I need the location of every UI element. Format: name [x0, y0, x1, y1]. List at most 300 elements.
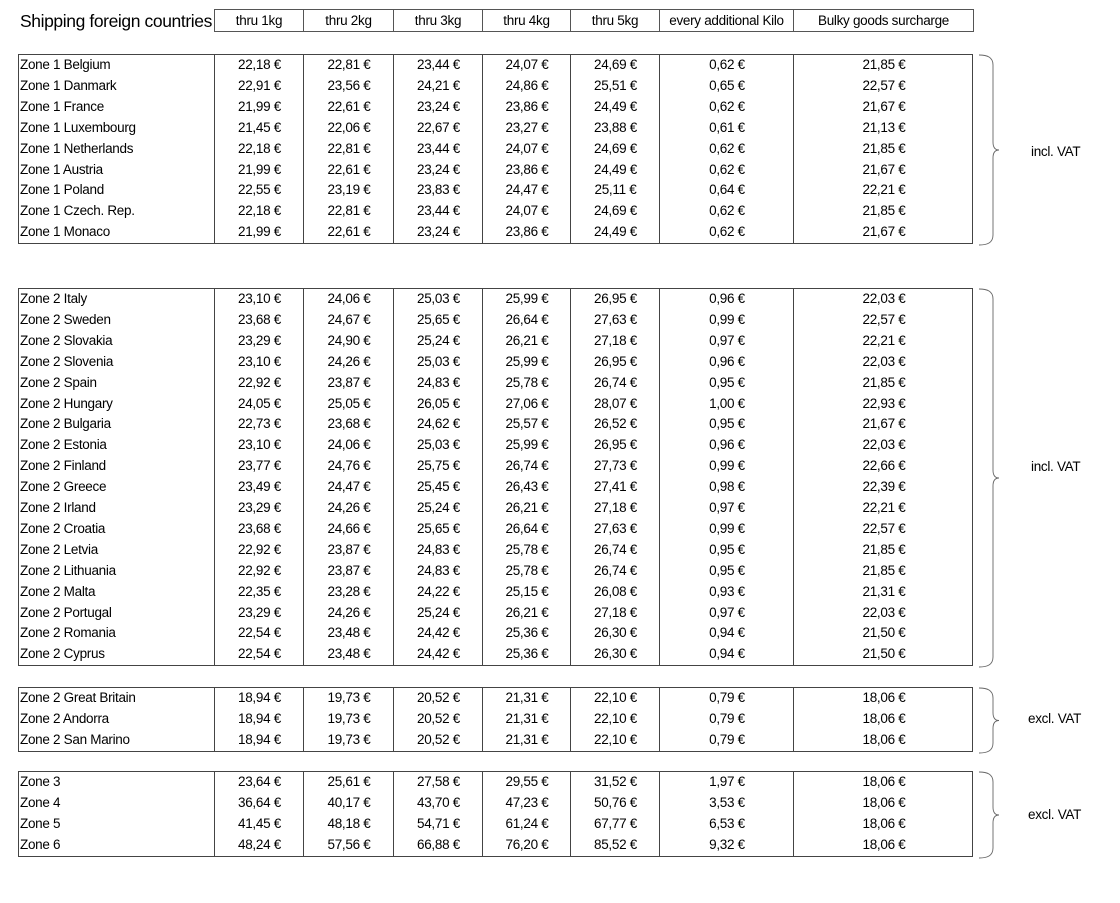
table-row: [19, 201, 972, 222]
price-cell: 21,50 €: [862, 625, 906, 641]
table-row: [19, 55, 972, 76]
table-row: [19, 540, 972, 561]
price-cell: 24,06 €: [327, 291, 371, 306]
price-cell: 22,18 €: [238, 57, 281, 72]
price-cell: 76,20 €: [505, 836, 549, 852]
price-cell: 24,05 €: [238, 395, 281, 411]
price-cell: 23,64 €: [238, 774, 281, 789]
price-cell: 22,54 €: [238, 646, 281, 662]
price-cell: 43,70 €: [417, 794, 460, 810]
price-cell: 24,83 €: [417, 374, 460, 390]
price-cell: 22,18 €: [238, 140, 281, 156]
price-cell: 25,78 €: [505, 374, 549, 390]
zone-table: [18, 771, 973, 857]
zone-name: Zone 1 Belgium: [20, 57, 111, 72]
price-cell: 27,41 €: [594, 479, 637, 495]
price-cell: 22,39 €: [862, 479, 906, 495]
price-cell: 25,99 €: [505, 291, 549, 306]
zone-name: Zone 2 Finland: [20, 458, 106, 474]
price-cell: 25,65 €: [417, 520, 460, 536]
zone-name: Zone 1 Netherlands: [20, 140, 134, 156]
price-cell: 21,85 €: [862, 57, 906, 72]
price-cell: 0,96 €: [709, 353, 745, 369]
table-row: [19, 180, 972, 201]
price-cell: 21,50 €: [862, 646, 906, 662]
price-cell: 27,58 €: [417, 774, 460, 789]
price-cell: 26,64 €: [505, 520, 549, 536]
price-cell: 22,18 €: [238, 203, 281, 219]
price-cell: 57,56 €: [327, 836, 371, 852]
table-row: [19, 793, 972, 814]
price-cell: 0,95 €: [709, 541, 745, 557]
price-cell: 48,24 €: [238, 836, 281, 852]
zone-name: Zone 6: [20, 836, 61, 852]
table-row: [19, 709, 972, 730]
column-header: thru 5kg: [570, 9, 660, 32]
price-cell: 27,63 €: [594, 520, 637, 536]
price-cell: 23,88 €: [594, 119, 637, 135]
zone-name: Zone 1 Danmark: [20, 77, 117, 93]
curly-brace-icon: [975, 686, 1015, 755]
zone-name: Zone 2 Malta: [20, 583, 96, 599]
price-cell: 24,83 €: [417, 541, 460, 557]
price-cell: 25,03 €: [417, 291, 460, 306]
price-cell: 23,10 €: [238, 291, 281, 306]
price-cell: 24,66 €: [327, 520, 371, 536]
price-cell: 26,74 €: [505, 458, 549, 474]
price-cell: 18,06 €: [862, 731, 906, 747]
price-cell: 0,79 €: [709, 731, 745, 747]
price-cell: 24,42 €: [417, 646, 460, 662]
price-cell: 23,10 €: [238, 437, 281, 453]
price-cell: 26,74 €: [594, 541, 637, 557]
price-cell: 25,15 €: [505, 583, 549, 599]
table-row: [19, 688, 972, 709]
zone-name: Zone 2 Italy: [20, 291, 87, 306]
price-cell: 0,79 €: [709, 710, 745, 726]
zone-name: Zone 2 Portugal: [20, 604, 112, 620]
price-cell: 18,06 €: [862, 774, 906, 789]
zone-name: Zone 1 France: [20, 98, 104, 114]
price-cell: 25,05 €: [327, 395, 371, 411]
price-cell: 25,75 €: [417, 458, 460, 474]
zone-name: Zone 2 Romania: [20, 625, 116, 641]
price-cell: 26,64 €: [505, 311, 549, 327]
price-cell: 25,78 €: [505, 541, 549, 557]
table-row: [19, 289, 972, 310]
table-row: [19, 222, 972, 243]
price-cell: 0,79 €: [709, 690, 745, 705]
price-cell: 23,86 €: [505, 161, 549, 177]
price-cell: 22,03 €: [862, 437, 906, 453]
zone-name: Zone 2 San Marino: [20, 731, 130, 747]
price-cell: 23,27 €: [505, 119, 549, 135]
price-cell: 25,03 €: [417, 353, 460, 369]
price-cell: 23,68 €: [238, 520, 281, 536]
price-cell: 24,26 €: [327, 353, 371, 369]
zone-name: Zone 2 Spain: [20, 374, 97, 390]
price-cell: 22,21 €: [862, 500, 906, 515]
zone-name: Zone 1 Czech. Rep.: [20, 203, 135, 219]
price-cell: 18,06 €: [862, 690, 906, 705]
price-cell: 24,69 €: [594, 57, 637, 72]
zone-name: Zone 2 Estonia: [20, 437, 107, 453]
price-cell: 0,94 €: [709, 625, 745, 641]
price-cell: 24,83 €: [417, 562, 460, 578]
price-cell: 23,29 €: [238, 500, 281, 515]
price-cell: 31,52 €: [594, 774, 637, 789]
vat-label: incl. VAT: [1031, 459, 1081, 474]
price-cell: 22,73 €: [238, 416, 281, 432]
price-cell: 24,62 €: [417, 416, 460, 432]
price-cell: 24,49 €: [594, 161, 637, 177]
price-cell: 23,29 €: [238, 604, 281, 620]
price-cell: 24,42 €: [417, 625, 460, 641]
price-cell: 24,90 €: [327, 332, 371, 348]
table-row: [19, 835, 972, 856]
table-row: [19, 352, 972, 373]
curly-brace-icon: [975, 53, 1015, 247]
table-row: [19, 414, 972, 435]
price-cell: 0,99 €: [709, 458, 745, 474]
price-cell: 25,51 €: [594, 77, 637, 93]
price-cell: 21,99 €: [238, 161, 281, 177]
price-cell: 20,52 €: [417, 731, 460, 747]
price-cell: 21,31 €: [862, 583, 906, 599]
price-cell: 26,74 €: [594, 562, 637, 578]
price-cell: 24,22 €: [417, 583, 460, 599]
price-cell: 22,06 €: [327, 119, 371, 135]
price-cell: 21,67 €: [862, 224, 906, 240]
table-row: [19, 310, 972, 331]
price-cell: 23,24 €: [417, 161, 460, 177]
price-cell: 25,45 €: [417, 479, 460, 495]
price-cell: 27,18 €: [594, 332, 637, 348]
zone-name: Zone 2 Cyprus: [20, 646, 105, 662]
price-cell: 23,83 €: [417, 182, 460, 198]
price-cell: 0,62 €: [709, 57, 745, 72]
price-cell: 0,61 €: [709, 119, 745, 135]
price-cell: 26,43 €: [505, 479, 549, 495]
price-cell: 9,32 €: [709, 836, 745, 852]
price-cell: 21,45 €: [238, 119, 281, 135]
price-cell: 21,31 €: [505, 710, 549, 726]
price-cell: 18,06 €: [862, 794, 906, 810]
zone-table: [18, 687, 973, 752]
price-cell: 27,18 €: [594, 500, 637, 515]
price-cell: 24,26 €: [327, 604, 371, 620]
price-cell: 67,77 €: [594, 815, 637, 831]
price-cell: 29,55 €: [505, 774, 549, 789]
price-cell: 22,21 €: [862, 332, 906, 348]
price-cell: 25,24 €: [417, 604, 460, 620]
price-cell: 48,18 €: [327, 815, 371, 831]
zone-name: Zone 2 Hungary: [20, 395, 113, 411]
price-cell: 25,99 €: [505, 353, 549, 369]
price-cell: 22,54 €: [238, 625, 281, 641]
zone-name: Zone 2 Letvia: [20, 541, 98, 557]
price-cell: 23,68 €: [238, 311, 281, 327]
price-cell: 24,26 €: [327, 500, 371, 515]
price-cell: 41,45 €: [238, 815, 281, 831]
price-cell: 0,99 €: [709, 520, 745, 536]
curly-brace-icon: [975, 770, 1015, 860]
price-cell: 24,49 €: [594, 224, 637, 240]
zone-name: Zone 2 Great Britain: [20, 690, 136, 705]
price-cell: 21,85 €: [862, 374, 906, 390]
price-cell: 22,21 €: [862, 182, 906, 198]
price-cell: 23,48 €: [327, 646, 371, 662]
price-cell: 23,19 €: [327, 182, 371, 198]
price-cell: 0,97 €: [709, 332, 745, 348]
price-cell: 24,47 €: [505, 182, 549, 198]
price-cell: 25,99 €: [505, 437, 549, 453]
table-row: [19, 772, 972, 793]
price-cell: 19,73 €: [327, 731, 371, 747]
table-row: [19, 644, 972, 665]
price-cell: 22,55 €: [238, 182, 281, 198]
vat-label: excl. VAT: [1028, 711, 1082, 726]
price-cell: 21,85 €: [862, 541, 906, 557]
zone-name: Zone 2 Croatia: [20, 520, 106, 536]
price-cell: 23,29 €: [238, 332, 281, 348]
zone-name: Zone 2 Lithuania: [20, 562, 116, 578]
price-cell: 25,03 €: [417, 437, 460, 453]
zone-name: Zone 2 Andorra: [20, 710, 109, 726]
price-cell: 36,64 €: [238, 794, 281, 810]
price-cell: 22,57 €: [862, 311, 906, 327]
price-cell: 24,49 €: [594, 98, 637, 114]
price-cell: 19,73 €: [327, 710, 371, 726]
price-cell: 20,52 €: [417, 690, 460, 705]
price-cell: 0,62 €: [709, 98, 745, 114]
zone-name: Zone 4: [20, 794, 61, 810]
price-cell: 6,53 €: [709, 815, 745, 831]
price-cell: 23,86 €: [505, 98, 549, 114]
zone-name: Zone 1 Austria: [20, 161, 103, 177]
price-cell: 25,36 €: [505, 646, 549, 662]
price-cell: 25,36 €: [505, 625, 549, 641]
price-cell: 22,61 €: [327, 224, 371, 240]
column-header: thru 4kg: [482, 9, 571, 32]
price-cell: 24,69 €: [594, 203, 637, 219]
price-cell: 26,95 €: [594, 291, 637, 306]
price-cell: 18,94 €: [238, 710, 281, 726]
page-title: Shipping foreign countries: [20, 11, 212, 31]
price-cell: 24,06 €: [327, 437, 371, 453]
price-cell: 0,95 €: [709, 374, 745, 390]
price-cell: 0,98 €: [709, 479, 745, 495]
vat-label: incl. VAT: [1031, 144, 1081, 159]
price-cell: 18,06 €: [862, 836, 906, 852]
curly-brace-icon: [975, 287, 1015, 669]
price-cell: 26,05 €: [417, 395, 460, 411]
price-cell: 0,62 €: [709, 203, 745, 219]
price-cell: 22,10 €: [594, 731, 637, 747]
price-cell: 27,73 €: [594, 458, 637, 474]
price-cell: 27,63 €: [594, 311, 637, 327]
table-row: [19, 498, 972, 519]
price-cell: 22,66 €: [862, 458, 906, 474]
zone-table: [18, 288, 973, 666]
price-cell: 0,64 €: [709, 182, 745, 198]
price-cell: 24,69 €: [594, 140, 637, 156]
table-row: [19, 603, 972, 624]
price-cell: 24,86 €: [505, 77, 549, 93]
price-cell: 3,53 €: [709, 794, 745, 810]
price-cell: 24,07 €: [505, 203, 549, 219]
price-cell: 66,88 €: [417, 836, 460, 852]
table-row: [19, 118, 972, 139]
price-cell: 25,78 €: [505, 562, 549, 578]
price-cell: 21,99 €: [238, 224, 281, 240]
price-cell: 23,87 €: [327, 374, 371, 390]
price-cell: 21,67 €: [862, 161, 906, 177]
price-cell: 23,77 €: [238, 458, 281, 474]
price-cell: 25,11 €: [594, 182, 637, 198]
zone-table: [18, 54, 973, 244]
price-cell: 0,96 €: [709, 291, 745, 306]
price-cell: 0,95 €: [709, 562, 745, 578]
price-cell: 26,30 €: [594, 625, 637, 641]
price-cell: 18,06 €: [862, 815, 906, 831]
table-row: [19, 623, 972, 644]
price-cell: 21,31 €: [505, 731, 549, 747]
price-cell: 22,03 €: [862, 291, 906, 306]
price-cell: 21,13 €: [862, 119, 906, 135]
zone-name: Zone 3: [20, 774, 61, 789]
zone-name: Zone 2 Irland: [20, 500, 96, 515]
table-row: [19, 582, 972, 603]
zone-name: Zone 1 Luxembourg: [20, 119, 136, 135]
price-cell: 22,10 €: [594, 710, 637, 726]
table-row: [19, 561, 972, 582]
table-row: [19, 373, 972, 394]
price-cell: 21,85 €: [862, 203, 906, 219]
price-cell: 23,49 €: [238, 479, 281, 495]
column-header: thru 1kg: [214, 9, 304, 32]
price-cell: 23,10 €: [238, 353, 281, 369]
price-cell: 23,44 €: [417, 57, 460, 72]
zone-name: Zone 2 Slovenia: [20, 353, 114, 369]
table-row: [19, 394, 972, 415]
price-cell: 26,52 €: [594, 416, 637, 432]
price-cell: 23,24 €: [417, 98, 460, 114]
price-cell: 27,06 €: [505, 395, 549, 411]
table-row: [19, 76, 972, 97]
price-cell: 20,52 €: [417, 710, 460, 726]
price-cell: 28,07 €: [594, 395, 637, 411]
price-cell: 22,10 €: [594, 690, 637, 705]
price-cell: 18,94 €: [238, 690, 281, 705]
column-header: thru 3kg: [393, 9, 483, 32]
price-cell: 22,67 €: [417, 119, 460, 135]
price-cell: 0,95 €: [709, 416, 745, 432]
price-cell: 0,97 €: [709, 500, 745, 515]
price-cell: 22,92 €: [238, 541, 281, 557]
table-row: [19, 519, 972, 540]
price-cell: 22,91 €: [238, 77, 281, 93]
price-cell: 23,86 €: [505, 224, 549, 240]
price-cell: 27,18 €: [594, 604, 637, 620]
price-cell: 47,23 €: [505, 794, 549, 810]
price-cell: 22,81 €: [327, 57, 371, 72]
price-cell: 22,92 €: [238, 374, 281, 390]
price-cell: 23,87 €: [327, 541, 371, 557]
vat-label: excl. VAT: [1028, 807, 1082, 822]
price-cell: 26,21 €: [505, 500, 549, 515]
price-cell: 22,61 €: [327, 98, 371, 114]
price-cell: 0,96 €: [709, 437, 745, 453]
price-cell: 21,85 €: [862, 562, 906, 578]
price-cell: 1,97 €: [709, 774, 745, 789]
price-cell: 85,52 €: [594, 836, 637, 852]
zone-name: Zone 5: [20, 815, 61, 831]
price-cell: 18,94 €: [238, 731, 281, 747]
price-cell: 1,00 €: [709, 395, 745, 411]
price-cell: 18,06 €: [862, 710, 906, 726]
table-row: [19, 814, 972, 835]
zone-name: Zone 2 Sweden: [20, 311, 111, 327]
table-row: [19, 97, 972, 118]
price-cell: 0,65 €: [709, 77, 745, 93]
price-cell: 26,08 €: [594, 583, 637, 599]
price-cell: 23,87 €: [327, 562, 371, 578]
table-row: [19, 160, 972, 181]
price-cell: 23,68 €: [327, 416, 371, 432]
price-cell: 50,76 €: [594, 794, 637, 810]
zone-name: Zone 2 Bulgaria: [20, 416, 111, 432]
price-cell: 26,30 €: [594, 646, 637, 662]
price-cell: 22,03 €: [862, 353, 906, 369]
price-cell: 54,71 €: [417, 815, 460, 831]
zone-name: Zone 1 Monaco: [20, 224, 110, 240]
price-cell: 26,21 €: [505, 332, 549, 348]
price-cell: 22,93 €: [862, 395, 906, 411]
price-cell: 22,61 €: [327, 161, 371, 177]
price-cell: 21,99 €: [238, 98, 281, 114]
column-header: Bulky goods surcharge: [793, 9, 974, 32]
price-cell: 23,28 €: [327, 583, 371, 599]
price-cell: 21,67 €: [862, 98, 906, 114]
price-cell: 25,24 €: [417, 332, 460, 348]
price-cell: 24,76 €: [327, 458, 371, 474]
price-cell: 0,62 €: [709, 140, 745, 156]
price-cell: 22,03 €: [862, 604, 906, 620]
price-cell: 26,74 €: [594, 374, 637, 390]
price-cell: 22,81 €: [327, 203, 371, 219]
price-cell: 0,97 €: [709, 604, 745, 620]
price-cell: 19,73 €: [327, 690, 371, 705]
table-row: [19, 139, 972, 160]
price-cell: 40,17 €: [327, 794, 371, 810]
price-cell: 21,67 €: [862, 416, 906, 432]
table-row: [19, 730, 972, 751]
price-cell: 23,56 €: [327, 77, 371, 93]
price-cell: 23,44 €: [417, 140, 460, 156]
table-row: [19, 435, 972, 456]
price-cell: 22,35 €: [238, 583, 281, 599]
zone-name: Zone 1 Poland: [20, 182, 104, 198]
price-cell: 26,21 €: [505, 604, 549, 620]
price-cell: 21,85 €: [862, 140, 906, 156]
zone-name: Zone 2 Slovakia: [20, 332, 113, 348]
price-cell: 23,44 €: [417, 203, 460, 219]
price-cell: 25,65 €: [417, 311, 460, 327]
price-cell: 25,24 €: [417, 500, 460, 515]
price-cell: 26,95 €: [594, 437, 637, 453]
column-header: thru 2kg: [303, 9, 394, 32]
